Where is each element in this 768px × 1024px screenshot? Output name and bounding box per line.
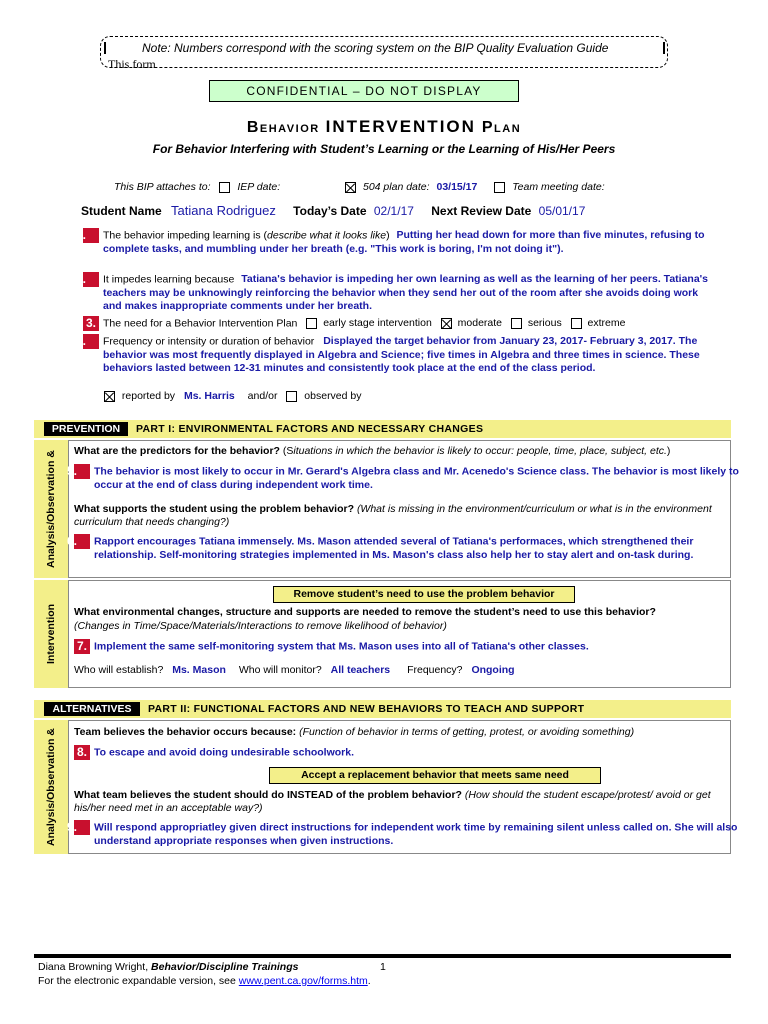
footer-page-number: 1 (380, 961, 386, 973)
item-4-number: 4. (83, 334, 99, 349)
iep-checkbox[interactable] (219, 182, 230, 193)
q-env-changes-hint: (Changes in Time/Space/Materials/Interactions to remove likelihood of behavior) (74, 620, 447, 632)
student-name-label: Student Name (81, 204, 162, 218)
title-intervention: INTERVENTION (325, 117, 476, 136)
item-3-serious-label: serious (527, 317, 562, 330)
andor-label: and/or (247, 390, 278, 402)
monitor-label: Who will monitor? (238, 664, 322, 676)
item-1-prefix: The behavior impeding learning is ( (103, 229, 268, 242)
item-4-prefix: Frequency or intensity or duration of behavior (103, 335, 315, 348)
reported-label: reported by (121, 390, 176, 402)
title-ehavior: EHAVIOR (259, 123, 320, 135)
item-5-answer: The behavior is most likely to occur in Mr. Gerard's Algebra class and Mr. Acenedo's Science class. The behavior is most likely to occur at the end of class during independent work time. (94, 465, 739, 491)
confidential-text: CONFIDENTIAL – DO NOT DISPLAY (246, 84, 482, 98)
item-1-italic: describe what it looks like (267, 229, 387, 242)
item-3 (83, 316, 625, 331)
student-row (81, 203, 585, 218)
item-8 (74, 745, 719, 760)
student-name-value: Tatiana Rodriguez (171, 203, 276, 218)
note-overlay-text: This form (108, 57, 156, 71)
q-function (74, 726, 724, 739)
part1-header (34, 420, 731, 438)
item-9-answer: Will respond appropriatley given direct instructions for independent work time by remaining silent unless called on. She will also understand appropriate responses when given instructions. (94, 821, 738, 847)
reported-checkbox[interactable] (104, 391, 115, 402)
review-label: Next Review Date (431, 204, 532, 218)
item-7-answer: Implement the same self-monitoring system that Ms. Mason uses into all of Tatiana's other classes. (94, 640, 589, 653)
item-6-answer: Rapport encourages Tatiana immensely. Ms. Mason attended several of Tatiana's performaces, which strengthened their relationship. Self-monitoring strategies implemented in Ms. Mason's class also help her to stay alert and on-task during. (94, 535, 694, 561)
part1-intervention-content (68, 580, 731, 688)
footer-link[interactable]: www.pent.ca.gov/forms.htm (238, 975, 368, 987)
today-label: Today’s Date (293, 204, 367, 218)
plan504-label: 504 plan date: (363, 181, 430, 193)
monitor-value: All teachers (330, 664, 391, 676)
part1-intervention-panel (34, 580, 731, 688)
footer-line2-end: . (367, 975, 371, 987)
item-2-answer: Tatiana's behavior is impeding her own learning as well as the learning of her peers. Tatiana's teachers may be unknowingly reinforcing the behavior when they send her out of the room after she avoids doing work and makes inappropriate comments under her breath. (103, 273, 708, 312)
footer-author-bold: Behavior/Discipline Trainings (151, 961, 299, 973)
q-predictors (74, 445, 724, 458)
part1-intervention-side-label: Intervention (45, 603, 57, 665)
title-p: P (481, 119, 495, 136)
item-2-number: 2. (83, 272, 99, 287)
item-3-early-checkbox[interactable] (306, 318, 317, 329)
item-3-early-label: early stage intervention (323, 317, 432, 330)
q-instead-hint: (How should the student escape/protest/ avoid or get his/her need met in an acceptable way?) (74, 789, 711, 814)
plan504-checkbox[interactable] (345, 182, 356, 193)
item-7-number: 7. (74, 639, 90, 654)
part1-tag: PREVENTION (44, 422, 128, 436)
part1-analysis-content (66, 440, 739, 578)
observed-label: observed by (304, 390, 362, 402)
item-1-answer: Putting her head down for more than five minutes, refusing to complete tasks, and mumbling under her breath (e.g. "This work is boring, I'm not doing it"). (103, 229, 705, 255)
q-instead-text: What team believes the student should do INSTEAD of the problem behavior? (74, 789, 462, 801)
item-6-number: 6. (74, 534, 90, 549)
q-instead (74, 789, 724, 814)
attaches-row (114, 181, 605, 193)
item-7 (74, 639, 719, 654)
q-predictors-hint-close: ) (666, 445, 671, 457)
part1-analysis-side-label: Analysis/Observation & (45, 450, 57, 568)
remove-need-box: Remove student’s need to use the problem behavior (273, 586, 575, 603)
footer-line2-text: For the electronic expandable version, see (38, 975, 239, 987)
freq-label: Frequency? (407, 664, 463, 676)
item-3-number: 3. (83, 316, 99, 331)
note-right-bar (663, 42, 665, 54)
today-value: 02/1/17 (373, 204, 414, 218)
item-1-suffix: ) (386, 229, 390, 242)
item-3-extreme-checkbox[interactable] (571, 318, 582, 329)
item-5 (66, 464, 739, 492)
item-4 (75, 334, 708, 374)
title-lan: LAN (494, 123, 522, 135)
q-predictors-hint: ituations in which the behavior is likely to occur: people, time, place, subject, etc. (293, 445, 667, 457)
item-3-prefix: The need for a Behavior Intervention Plan (103, 317, 298, 330)
footer-author: Diana Browning Wright, (38, 961, 152, 973)
item-8-number: 8. (74, 745, 90, 760)
team-checkbox[interactable] (494, 182, 505, 193)
team-label: Team meeting date: (512, 181, 605, 193)
item-6 (66, 534, 739, 562)
item-3-extreme-label: extreme (587, 317, 626, 330)
item-3-moderate-label: moderate (457, 317, 502, 330)
establish-value: Ms. Mason (172, 664, 226, 676)
q-env-changes: What environmental changes, structure and supports are needed to remove the student’s need to use this behavior? (74, 606, 656, 618)
q-supports-text: What supports the student using the problem behavior? (74, 503, 355, 515)
part2-panel (34, 720, 738, 854)
page-title (0, 117, 768, 137)
confidential-banner (209, 80, 519, 102)
q-predictors-hint-open: (S (279, 445, 294, 457)
footer-line2 (38, 975, 371, 987)
item-9-number: 9. (74, 820, 90, 835)
item-4-reporters (104, 390, 362, 403)
establish-label: Who will establish? (74, 664, 164, 676)
freq-value: Ongoing (471, 664, 515, 676)
note-left-bar (104, 42, 106, 54)
review-value: 05/01/17 (538, 204, 586, 218)
item-8-answer: To escape and avoid doing undesirable schoolwork. (94, 746, 355, 759)
part2-side-label: Analysis/Observation & (45, 728, 57, 846)
q-function-hint: (Function of behavior in terms of getting, protest, or avoiding something) (299, 726, 635, 738)
who-row (74, 664, 515, 677)
part2-content (66, 720, 738, 854)
attaches-label: This BIP attaches to: (114, 181, 211, 193)
item-9 (66, 820, 739, 848)
part2-header (34, 700, 731, 718)
plan504-date: 03/15/17 (436, 181, 478, 193)
replacement-box: Accept a replacement behavior that meets same need (269, 767, 601, 784)
q-predictors-text: What are the predictors for the behavior? (74, 445, 280, 457)
part1-analysis-panel (34, 440, 739, 578)
title-b: B (246, 119, 260, 136)
item-1-number: 1. (83, 228, 99, 243)
item-3-serious-checkbox[interactable] (511, 318, 522, 329)
part1-title: PART I: ENVIRONMENTAL FACTORS AND NECESSARY CHANGES (136, 423, 484, 435)
footer-line1 (38, 961, 298, 973)
part2-tag: ALTERNATIVES (44, 702, 140, 716)
item-4-answer: Displayed the target behavior from January 23, 2017- February 3, 2017. The behavior was most frequently displayed in Algebra and Science; five times in Algebra and three times in science. These behaviors lasted between 12-31 minutes and consistently took place at the end of the class period. (103, 335, 700, 374)
iep-label: IEP date: (237, 181, 281, 193)
reported-value: Ms. Harris (183, 390, 235, 402)
q-supports-hint: (What is missing in the environment/curriculum or what is in the environment curriculum that needs changing?) (74, 503, 712, 528)
q-supports (74, 503, 724, 528)
note-text: Note: Numbers correspond with the scoring system on the BIP Quality Evaluation Guide (142, 41, 609, 55)
item-5-number: 5. (74, 464, 90, 479)
part2-title: PART II: FUNCTIONAL FACTORS AND NEW BEHAVIORS TO TEACH AND SUPPORT (148, 703, 585, 715)
item-3-moderate-checkbox[interactable] (441, 318, 452, 329)
item-2-prefix: It impedes learning because (103, 273, 235, 286)
item-1 (75, 228, 708, 256)
item-2 (75, 272, 713, 312)
footer-rule (34, 954, 731, 958)
q-function-text: Team believes the behavior occurs because: (74, 726, 297, 738)
page-subtitle: For Behavior Interfering with Student’s Learning or the Learning of His/Her Peers (152, 142, 616, 156)
observed-checkbox[interactable] (286, 391, 297, 402)
